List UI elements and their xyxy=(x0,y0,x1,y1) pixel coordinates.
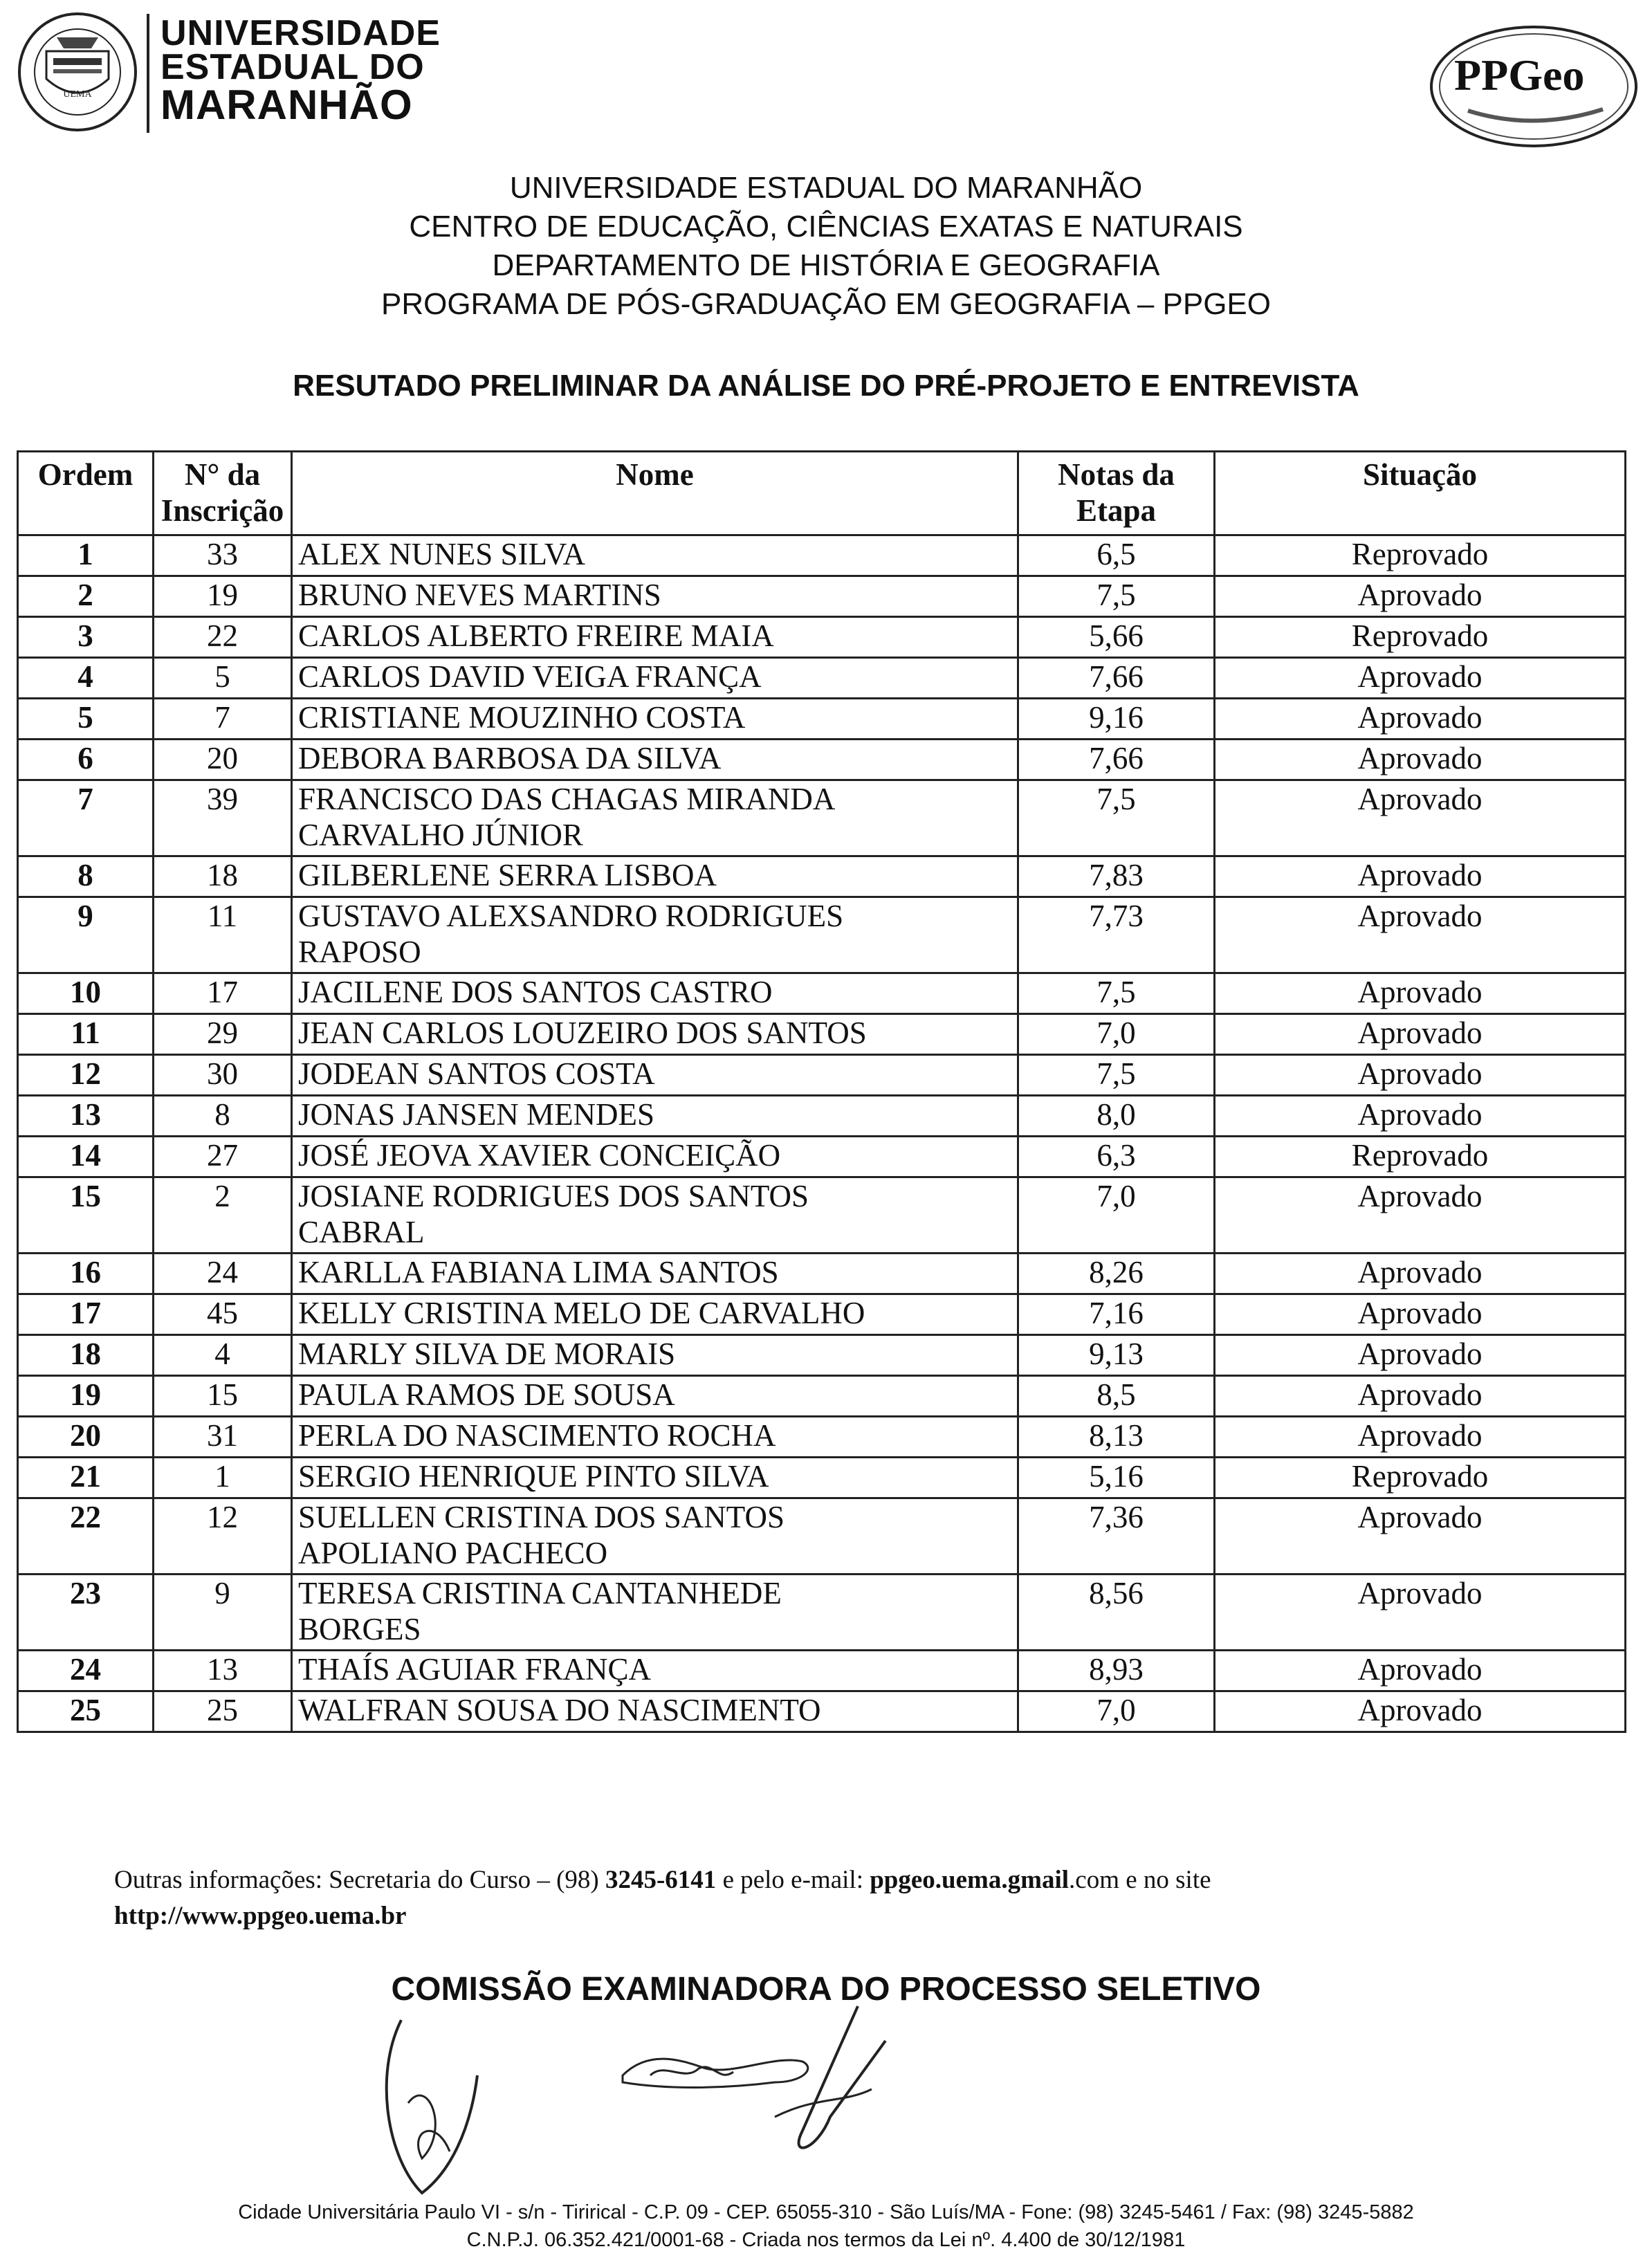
inscricao-cell: 27 xyxy=(154,1137,292,1177)
table-header-row xyxy=(18,452,1626,535)
info-email-suffix: .com e no site xyxy=(1069,1866,1211,1894)
ordem-cell: 14 xyxy=(18,1137,154,1177)
situacao-cell: Aprovado xyxy=(1215,780,1626,856)
situacao-cell: Aprovado xyxy=(1215,1575,1626,1651)
nome-line: GILBERLENE SERRA LISBOA xyxy=(298,858,717,892)
table-row xyxy=(18,1458,1626,1498)
table-row xyxy=(18,1177,1626,1254)
inscricao-cell: 7 xyxy=(154,699,292,740)
ordem-cell: 8 xyxy=(18,856,154,897)
wordmark-line-2: ESTADUAL DO xyxy=(160,47,425,88)
nome-line: CABRAL xyxy=(298,1215,425,1249)
nome-cell xyxy=(292,1096,1018,1137)
nome-line: CRISTIANE MOUZINHO COSTA xyxy=(298,700,746,735)
situacao-cell: Aprovado xyxy=(1215,658,1626,699)
table-row xyxy=(18,699,1626,740)
nome-line: CARLOS ALBERTO FREIRE MAIA xyxy=(298,618,774,653)
table-row xyxy=(18,1376,1626,1417)
logo-divider xyxy=(147,14,149,133)
ordem-cell: 7 xyxy=(18,780,154,856)
institution-heading xyxy=(0,169,1652,324)
university-wordmark xyxy=(160,13,441,128)
table-row xyxy=(18,856,1626,897)
contact-phone: 3245-6141 xyxy=(605,1866,717,1894)
nome-line: BRUNO NEVES MARTINS xyxy=(298,578,661,612)
table-row xyxy=(18,1254,1626,1294)
info-mid: e pelo e-mail: xyxy=(716,1866,870,1894)
table-row xyxy=(18,658,1626,699)
inscricao-cell: 18 xyxy=(154,856,292,897)
situacao-cell: Aprovado xyxy=(1215,1417,1626,1458)
ordem-cell: 5 xyxy=(18,699,154,740)
ordem-cell: 16 xyxy=(18,1254,154,1294)
nome-cell xyxy=(292,1417,1018,1458)
situacao-cell: Aprovado xyxy=(1215,699,1626,740)
nota-cell: 6,3 xyxy=(1018,1137,1215,1177)
nome-line: RAPOSO xyxy=(298,935,421,969)
nome-cell xyxy=(292,535,1018,576)
situacao-cell: Aprovado xyxy=(1215,1177,1626,1254)
table-row xyxy=(18,617,1626,658)
address-line-2: C.N.P.J. 06.352.421/0001-68 - Criada nos termos da Lei nº. 4.400 de 30/12/1981 xyxy=(466,2229,1186,2251)
ordem-cell: 3 xyxy=(18,617,154,658)
wordmark-line-1: UNIVERSIDADE xyxy=(160,13,441,53)
nota-cell: 8,26 xyxy=(1018,1254,1215,1294)
table-row xyxy=(18,1691,1626,1732)
nota-cell: 9,13 xyxy=(1018,1335,1215,1376)
nome-cell xyxy=(292,1376,1018,1417)
commission-title: COMISSÃO EXAMINADORA DO PROCESSO SELETIVO xyxy=(391,1971,1261,2008)
situacao-cell: Aprovado xyxy=(1215,1294,1626,1335)
ordem-cell: 13 xyxy=(18,1096,154,1137)
inscricao-cell: 17 xyxy=(154,973,292,1014)
inscricao-cell: 22 xyxy=(154,617,292,658)
nome-line: JONAS JANSEN MENDES xyxy=(298,1097,655,1132)
nome-line: KARLLA FABIANA LIMA SANTOS xyxy=(298,1255,779,1289)
nota-cell: 7,73 xyxy=(1018,897,1215,973)
nome-line: CARLOS DAVID VEIGA FRANÇA xyxy=(298,659,762,694)
nome-line: JOSÉ JEOVA XAVIER CONCEIÇÃO xyxy=(298,1138,781,1173)
situacao-cell: Aprovado xyxy=(1215,1335,1626,1376)
nome-cell xyxy=(292,780,1018,856)
ordem-cell: 18 xyxy=(18,1335,154,1376)
header-inscricao: N° da Inscrição xyxy=(154,452,292,535)
nota-cell: 8,56 xyxy=(1018,1575,1215,1651)
document-title: RESUTADO PRELIMINAR DA ANÁLISE DO PRÉ-PROJETO E ENTREVISTA xyxy=(293,369,1359,403)
table-row xyxy=(18,1294,1626,1335)
institution-line-1: UNIVERSIDADE ESTADUAL DO MARANHÃO xyxy=(509,171,1143,205)
situacao-cell: Reprovado xyxy=(1215,1137,1626,1177)
results-table xyxy=(17,450,1626,1733)
results-body xyxy=(18,535,1626,1732)
situacao-cell: Aprovado xyxy=(1215,1651,1626,1691)
institution-line-4: PROGRAMA DE PÓS-GRADUAÇÃO EM GEOGRAFIA – PPGEO xyxy=(380,287,1272,321)
situacao-cell: Reprovado xyxy=(1215,617,1626,658)
handwritten-signatures xyxy=(360,1992,1052,2200)
nota-cell: 5,66 xyxy=(1018,617,1215,658)
inscricao-cell: 45 xyxy=(154,1294,292,1335)
situacao-cell: Aprovado xyxy=(1215,1691,1626,1732)
info-prefix: Outras informações: Secretaria do Curso – (98) xyxy=(114,1866,605,1894)
nome-cell xyxy=(292,576,1018,617)
situacao-cell: Aprovado xyxy=(1215,1498,1626,1575)
nota-cell: 7,66 xyxy=(1018,658,1215,699)
table-row xyxy=(18,1055,1626,1096)
university-seal-logo xyxy=(15,10,140,134)
table-row xyxy=(18,576,1626,617)
situacao-cell: Aprovado xyxy=(1215,897,1626,973)
nota-cell: 6,5 xyxy=(1018,535,1215,576)
nota-cell: 7,5 xyxy=(1018,973,1215,1014)
table-row xyxy=(18,1575,1626,1651)
inscricao-cell: 19 xyxy=(154,576,292,617)
inscricao-cell: 2 xyxy=(154,1177,292,1254)
nome-cell xyxy=(292,658,1018,699)
address-footer xyxy=(0,2199,1652,2254)
nota-cell: 7,0 xyxy=(1018,1177,1215,1254)
institution-line-3: DEPARTAMENTO DE HISTÓRIA E GEOGRAFIA xyxy=(492,248,1160,282)
nome-cell xyxy=(292,1458,1018,1498)
table-row xyxy=(18,897,1626,973)
nome-cell xyxy=(292,1177,1018,1254)
nome-line: SUELLEN CRISTINA DOS SANTOS xyxy=(298,1500,784,1534)
nota-cell: 9,16 xyxy=(1018,699,1215,740)
nome-cell xyxy=(292,1254,1018,1294)
nome-line: CARVALHO JÚNIOR xyxy=(298,818,583,852)
ordem-cell: 17 xyxy=(18,1294,154,1335)
nota-cell: 7,5 xyxy=(1018,1055,1215,1096)
svg-text:PPGeo: PPGeo xyxy=(1454,51,1585,100)
ordem-cell: 22 xyxy=(18,1498,154,1575)
header-ordem: Ordem xyxy=(18,452,154,535)
inscricao-cell: 15 xyxy=(154,1376,292,1417)
table-row xyxy=(18,1137,1626,1177)
contact-site-link[interactable]: http://www.ppgeo.uema.br xyxy=(114,1902,407,1930)
nome-line: DEBORA BARBOSA DA SILVA xyxy=(298,741,722,775)
nome-cell xyxy=(292,1651,1018,1691)
nota-cell: 7,5 xyxy=(1018,576,1215,617)
nota-cell: 8,5 xyxy=(1018,1376,1215,1417)
nota-cell: 7,16 xyxy=(1018,1294,1215,1335)
situacao-cell: Aprovado xyxy=(1215,740,1626,780)
table-row xyxy=(18,1651,1626,1691)
inscricao-cell: 30 xyxy=(154,1055,292,1096)
ordem-cell: 21 xyxy=(18,1458,154,1498)
nome-cell xyxy=(292,1137,1018,1177)
ordem-cell: 10 xyxy=(18,973,154,1014)
inscricao-cell: 31 xyxy=(154,1417,292,1458)
nome-line: SERGIO HENRIQUE PINTO SILVA xyxy=(298,1459,769,1494)
table-row xyxy=(18,535,1626,576)
ordem-cell: 4 xyxy=(18,658,154,699)
situacao-cell: Reprovado xyxy=(1215,1458,1626,1498)
situacao-cell: Aprovado xyxy=(1215,1376,1626,1417)
ordem-cell: 25 xyxy=(18,1691,154,1732)
situacao-cell: Aprovado xyxy=(1215,1096,1626,1137)
nome-line: PAULA RAMOS DE SOUSA xyxy=(298,1377,675,1412)
nota-cell: 7,0 xyxy=(1018,1691,1215,1732)
nome-line: WALFRAN SOUSA DO NASCIMENTO xyxy=(298,1693,821,1727)
nome-line: JEAN CARLOS LOUZEIRO DOS SANTOS xyxy=(298,1016,867,1050)
situacao-cell: Aprovado xyxy=(1215,1055,1626,1096)
nome-line: GUSTAVO ALEXSANDRO RODRIGUES xyxy=(298,899,844,933)
inscricao-cell: 9 xyxy=(154,1575,292,1651)
inscricao-cell: 1 xyxy=(154,1458,292,1498)
ordem-cell: 19 xyxy=(18,1376,154,1417)
nome-cell xyxy=(292,1575,1018,1651)
inscricao-cell: 12 xyxy=(154,1498,292,1575)
inscricao-cell: 11 xyxy=(154,897,292,973)
header-notas: Notas da Etapa xyxy=(1018,452,1215,535)
inscricao-cell: 20 xyxy=(154,740,292,780)
nome-line: FRANCISCO DAS CHAGAS MIRANDA xyxy=(298,782,836,816)
nota-cell: 8,93 xyxy=(1018,1651,1215,1691)
ordem-cell: 2 xyxy=(18,576,154,617)
nota-cell: 8,13 xyxy=(1018,1417,1215,1458)
ordem-cell: 23 xyxy=(18,1575,154,1651)
inscricao-cell: 39 xyxy=(154,780,292,856)
nome-cell xyxy=(292,699,1018,740)
inscricao-cell: 13 xyxy=(154,1651,292,1691)
ordem-cell: 15 xyxy=(18,1177,154,1254)
situacao-cell: Aprovado xyxy=(1215,1254,1626,1294)
nome-line: JODEAN SANTOS COSTA xyxy=(298,1056,655,1091)
ordem-cell: 12 xyxy=(18,1055,154,1096)
inscricao-cell: 8 xyxy=(154,1096,292,1137)
nome-cell xyxy=(292,1055,1018,1096)
inscricao-cell: 24 xyxy=(154,1254,292,1294)
nota-cell: 7,0 xyxy=(1018,1014,1215,1055)
nota-cell: 8,0 xyxy=(1018,1096,1215,1137)
nome-line: BORGES xyxy=(298,1612,421,1646)
nome-cell xyxy=(292,1294,1018,1335)
situacao-cell: Aprovado xyxy=(1215,973,1626,1014)
nome-line: JOSIANE RODRIGUES DOS SANTOS xyxy=(298,1179,809,1213)
table-row xyxy=(18,740,1626,780)
nome-cell xyxy=(292,1014,1018,1055)
table-row xyxy=(18,1498,1626,1575)
institution-line-2: CENTRO DE EDUCAÇÃO, CIÊNCIAS EXATAS E NATURAIS xyxy=(409,210,1243,244)
table-row xyxy=(18,1417,1626,1458)
nome-line: JACILENE DOS SANTOS CASTRO xyxy=(298,975,773,1009)
inscricao-cell: 25 xyxy=(154,1691,292,1732)
nota-cell: 7,36 xyxy=(1018,1498,1215,1575)
ordem-cell: 20 xyxy=(18,1417,154,1458)
wordmark-line-3: MARANHÃO xyxy=(160,81,413,128)
inscricao-cell: 4 xyxy=(154,1335,292,1376)
nome-line: APOLIANO PACHECO xyxy=(298,1536,608,1570)
nota-cell: 7,83 xyxy=(1018,856,1215,897)
inscricao-cell: 29 xyxy=(154,1014,292,1055)
nota-cell: 7,5 xyxy=(1018,780,1215,856)
ordem-cell: 24 xyxy=(18,1651,154,1691)
nome-line: MARLY SILVA DE MORAIS xyxy=(298,1337,676,1371)
nome-cell xyxy=(292,740,1018,780)
nome-line: ALEX NUNES SILVA xyxy=(298,537,586,571)
inscricao-cell: 5 xyxy=(154,658,292,699)
situacao-cell: Aprovado xyxy=(1215,856,1626,897)
situacao-cell: Aprovado xyxy=(1215,576,1626,617)
nota-cell: 7,66 xyxy=(1018,740,1215,780)
table-row xyxy=(18,1335,1626,1376)
header-situacao: Situação xyxy=(1215,452,1626,535)
contact-info xyxy=(114,1862,1505,1934)
table-row xyxy=(18,973,1626,1014)
nome-cell xyxy=(292,1335,1018,1376)
nota-cell: 5,16 xyxy=(1018,1458,1215,1498)
nome-line: PERLA DO NASCIMENTO ROCHA xyxy=(298,1418,776,1453)
ordem-cell: 9 xyxy=(18,897,154,973)
svg-text:UEMA: UEMA xyxy=(63,89,92,100)
situacao-cell: Aprovado xyxy=(1215,1014,1626,1055)
ppgeo-logo xyxy=(1426,21,1641,152)
table-row xyxy=(18,1096,1626,1137)
ordem-cell: 1 xyxy=(18,535,154,576)
ordem-cell: 6 xyxy=(18,740,154,780)
address-line-1: Cidade Universitária Paulo VI - s/n - Tirirical - C.P. 09 - CEP. 65055-310 - São Luís/MA - Fone: (98) 3245-5461 / Fax: (98) 3245-5882 xyxy=(238,2201,1414,2223)
table-row xyxy=(18,1014,1626,1055)
contact-email[interactable]: ppgeo.uema.gmail xyxy=(870,1866,1070,1894)
header-nome: Nome xyxy=(292,452,1018,535)
nome-line: THAÍS AGUIAR FRANÇA xyxy=(298,1652,652,1687)
nome-cell xyxy=(292,973,1018,1014)
nome-cell xyxy=(292,897,1018,973)
nome-cell xyxy=(292,1498,1018,1575)
nome-cell xyxy=(292,856,1018,897)
inscricao-cell: 33 xyxy=(154,535,292,576)
table-row xyxy=(18,780,1626,856)
nome-cell xyxy=(292,617,1018,658)
nome-cell xyxy=(292,1691,1018,1732)
situacao-cell: Reprovado xyxy=(1215,535,1626,576)
ordem-cell: 11 xyxy=(18,1014,154,1055)
nome-line: KELLY CRISTINA MELO DE CARVALHO xyxy=(298,1296,865,1330)
nome-line: TERESA CRISTINA CANTANHEDE xyxy=(298,1576,782,1610)
